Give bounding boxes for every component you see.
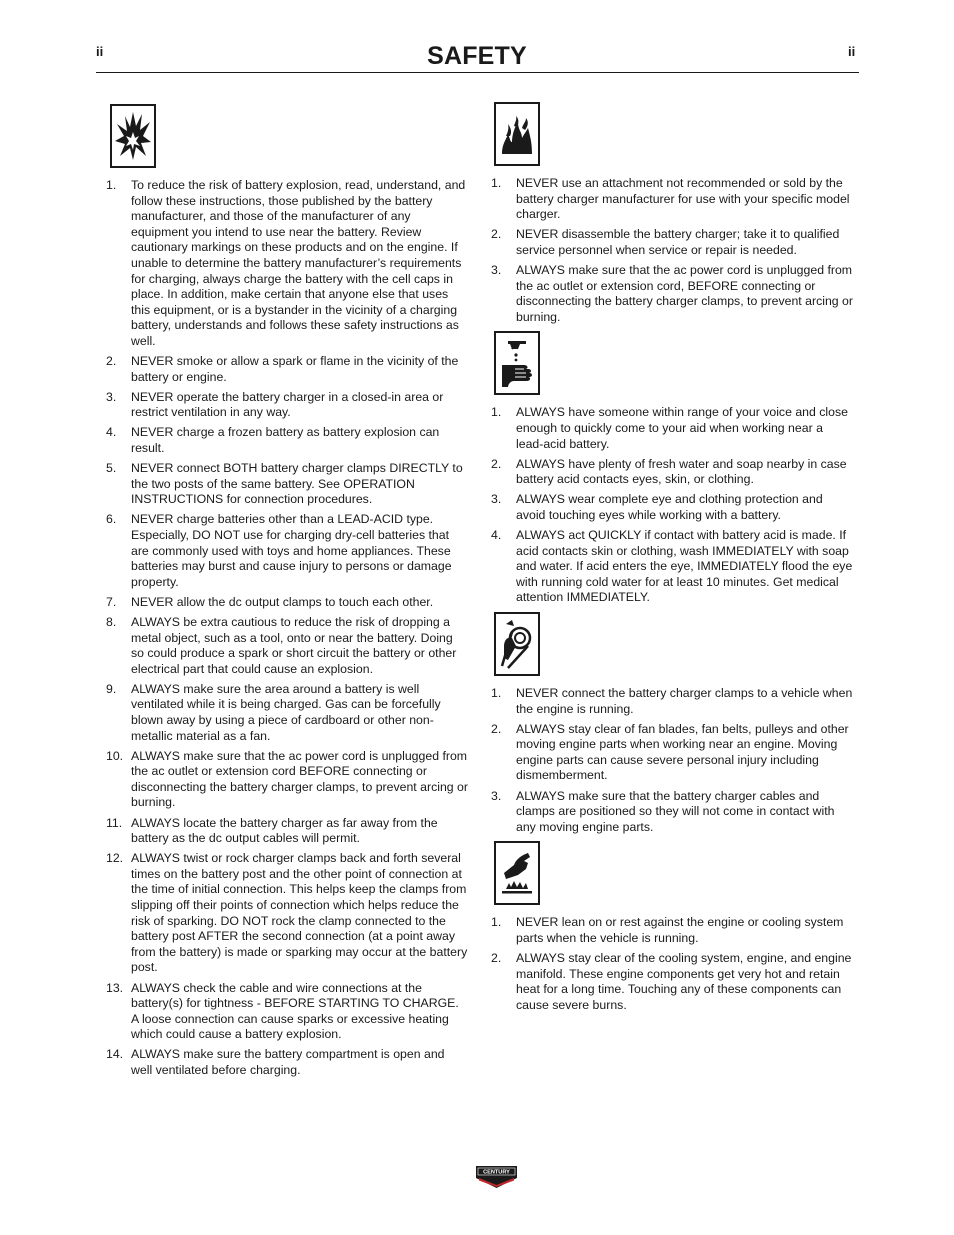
list-item: 3. NEVER operate the battery charger in a closed-in area or restrict ventilation in any way. xyxy=(106,389,444,420)
list-item: 2. NEVER disassemble the battery charger; take it to qualified service personnel when service or repair is needed. xyxy=(491,227,840,257)
list-item: 2. ALWAYS stay clear of fan blades, fan belts, pulleys and other moving engine parts when working near an engine. Moving engine parts can cause severe personal injury including dismemberment. xyxy=(491,721,849,783)
logo-text: CENTURY xyxy=(483,1169,510,1176)
list-item: 5. NEVER connect BOTH battery charger clamps DIRECTLY to the two posts of the same battery. See OPERATION INSTRUCTIONS for connection procedures. xyxy=(106,461,463,507)
page-title: SAFETY xyxy=(427,42,527,70)
list-item: 3. ALWAYS make sure that the battery charger cables and clamps are positioned so they will not come in contact with any moving engine parts. xyxy=(491,788,835,834)
list-item: 8. ALWAYS be extra cautious to reduce the risk of dropping a metal object, such as a tool, onto or near the battery. Doing so could produce a spark or short circuit the battery or other electrical part that could cause an explosion. xyxy=(106,614,457,676)
list-item: 4. ALWAYS act QUICKLY if contact with battery acid is made. If acid contacts skin or clothing, wash IMMEDIATELY with soap and water. If acid enters the eye, IMMEDIATELY flood the eye with running cold water for at least 10 minutes. Get medical attention IMMEDIATELY. xyxy=(491,528,853,605)
left-safety-list xyxy=(106,178,468,1079)
page-number-right: ii xyxy=(848,44,856,59)
header-rule xyxy=(96,72,859,73)
list-item: 1. NEVER use an attachment not recommended or sold by the battery charger manufacturer for use with your specific model charger. xyxy=(491,176,850,222)
list-item: 7. NEVER allow the dc output clamps to touch each other. xyxy=(106,594,434,609)
list-item: 2. ALWAYS stay clear of the cooling system, engine, and engine manifold. These engine components get very hot and retain heat for a long time. Touching any of these components can cause severe burns. xyxy=(491,951,852,1012)
hot-surface-safety-list xyxy=(491,915,853,1013)
list-item: 3. ALWAYS make sure that the ac power cord is unplugged from the ac outlet or extension cord, BEFORE connecting or disconnecting the battery charger clamps, to prevent arcing or burning. xyxy=(491,262,853,324)
list-item: 14. ALWAYS make sure the battery compartment is open and well ventilated before charging. xyxy=(106,1047,445,1077)
list-item: 13. ALWAYS check the cable and wire connections at the battery(s) for tightness - BEFORE STARTING TO CHARGE. A loose connection can cause sparks or excessive heating which could cause a battery explosion. xyxy=(106,980,459,1042)
century-logo-icon xyxy=(474,1164,519,1190)
list-item: 9. ALWAYS make sure the area around a battery is well ventilated while it is being charged. Gas can be forcefully blown away by using a piece of cardboard or other non-metallic material as a fan. xyxy=(106,681,441,743)
right-column xyxy=(491,102,853,1019)
list-item: 4. NEVER charge a frozen battery as battery explosion can result. xyxy=(106,425,440,455)
acid-section xyxy=(491,331,853,606)
list-item: 11. ALWAYS locate the battery charger as far away from the battery as the dc output cables will permit. xyxy=(106,815,438,846)
acid-safety-list xyxy=(491,405,853,606)
list-item: 2. ALWAYS have plenty of fresh water and soap nearby in case battery acid contacts eyes, skin, or clothing. xyxy=(491,456,847,487)
left-column xyxy=(106,104,468,1083)
list-item: 12. ALWAYS twist or rock charger clamps back and forth several times on the battery post and the other point of connection at the time of initial connection. This helps keep the clamps from slipping off their points of connection which helps reduce the risk of sparking. DO NOT rock the clamp connected to the battery post AFTER the second connection (at a point away from the battery) is made or sparking may occur at the battery post. xyxy=(106,851,468,975)
list-item: 6. NEVER charge batteries other than a LEAD-ACID type. Especially, DO NOT use for charging dry-cell batteries that are commonly used with toys and home appliances. These batteries may burst and cause injury to persons or damage property. xyxy=(106,512,452,589)
explosion-icon xyxy=(110,104,156,168)
hot-surface-section xyxy=(491,841,853,1013)
list-item: 1. NEVER connect the battery charger clamps to a vehicle when the engine is running. xyxy=(491,685,853,716)
list-item: 1. NEVER lean on or rest against the engine or cooling system parts when the vehicle is running. xyxy=(491,915,844,945)
fire-icon xyxy=(494,102,540,166)
list-item: 3. ALWAYS wear complete eye and clothing protection and avoid touching eyes while working with a battery. xyxy=(491,492,823,522)
list-item: 10. ALWAYS make sure that the ac power cord is unplugged from the ac outlet or extension cord BEFORE connecting or disconnecting the battery charger clamps, to prevent arcing or burning. xyxy=(106,748,468,810)
moving-parts-section xyxy=(491,612,853,835)
acid-hand-icon xyxy=(494,331,540,395)
moving-parts-icon xyxy=(494,612,540,676)
fire-safety-list xyxy=(491,176,853,325)
list-item: 2. NEVER smoke or allow a spark or flame in the vicinity of the battery or engine. xyxy=(106,354,459,384)
moving-parts-safety-list xyxy=(491,686,853,835)
fire-section xyxy=(491,102,853,325)
hot-surface-icon xyxy=(494,841,540,905)
list-item: 1. To reduce the risk of battery explosion, read, understand, and follow these instructions, those published by the battery manufacturer, and those of the manufacturer of any equipment you intend to use near the battery. Review cautionary markings on these products and on the engine. If unable to determine the battery manufacturer’s requirements for charging, always charge the battery with the cell caps in place. In addition, make certain that anyone else that uses this equipment, or is a bystander in the vicinity of a charging battery, understands and follows these safety instructions as well. xyxy=(106,178,466,348)
page-number-left: ii xyxy=(96,44,104,59)
list-item: 1. ALWAYS have someone within range of your voice and close enough to quickly come to your aid when working near a lead-acid battery. xyxy=(491,405,848,451)
